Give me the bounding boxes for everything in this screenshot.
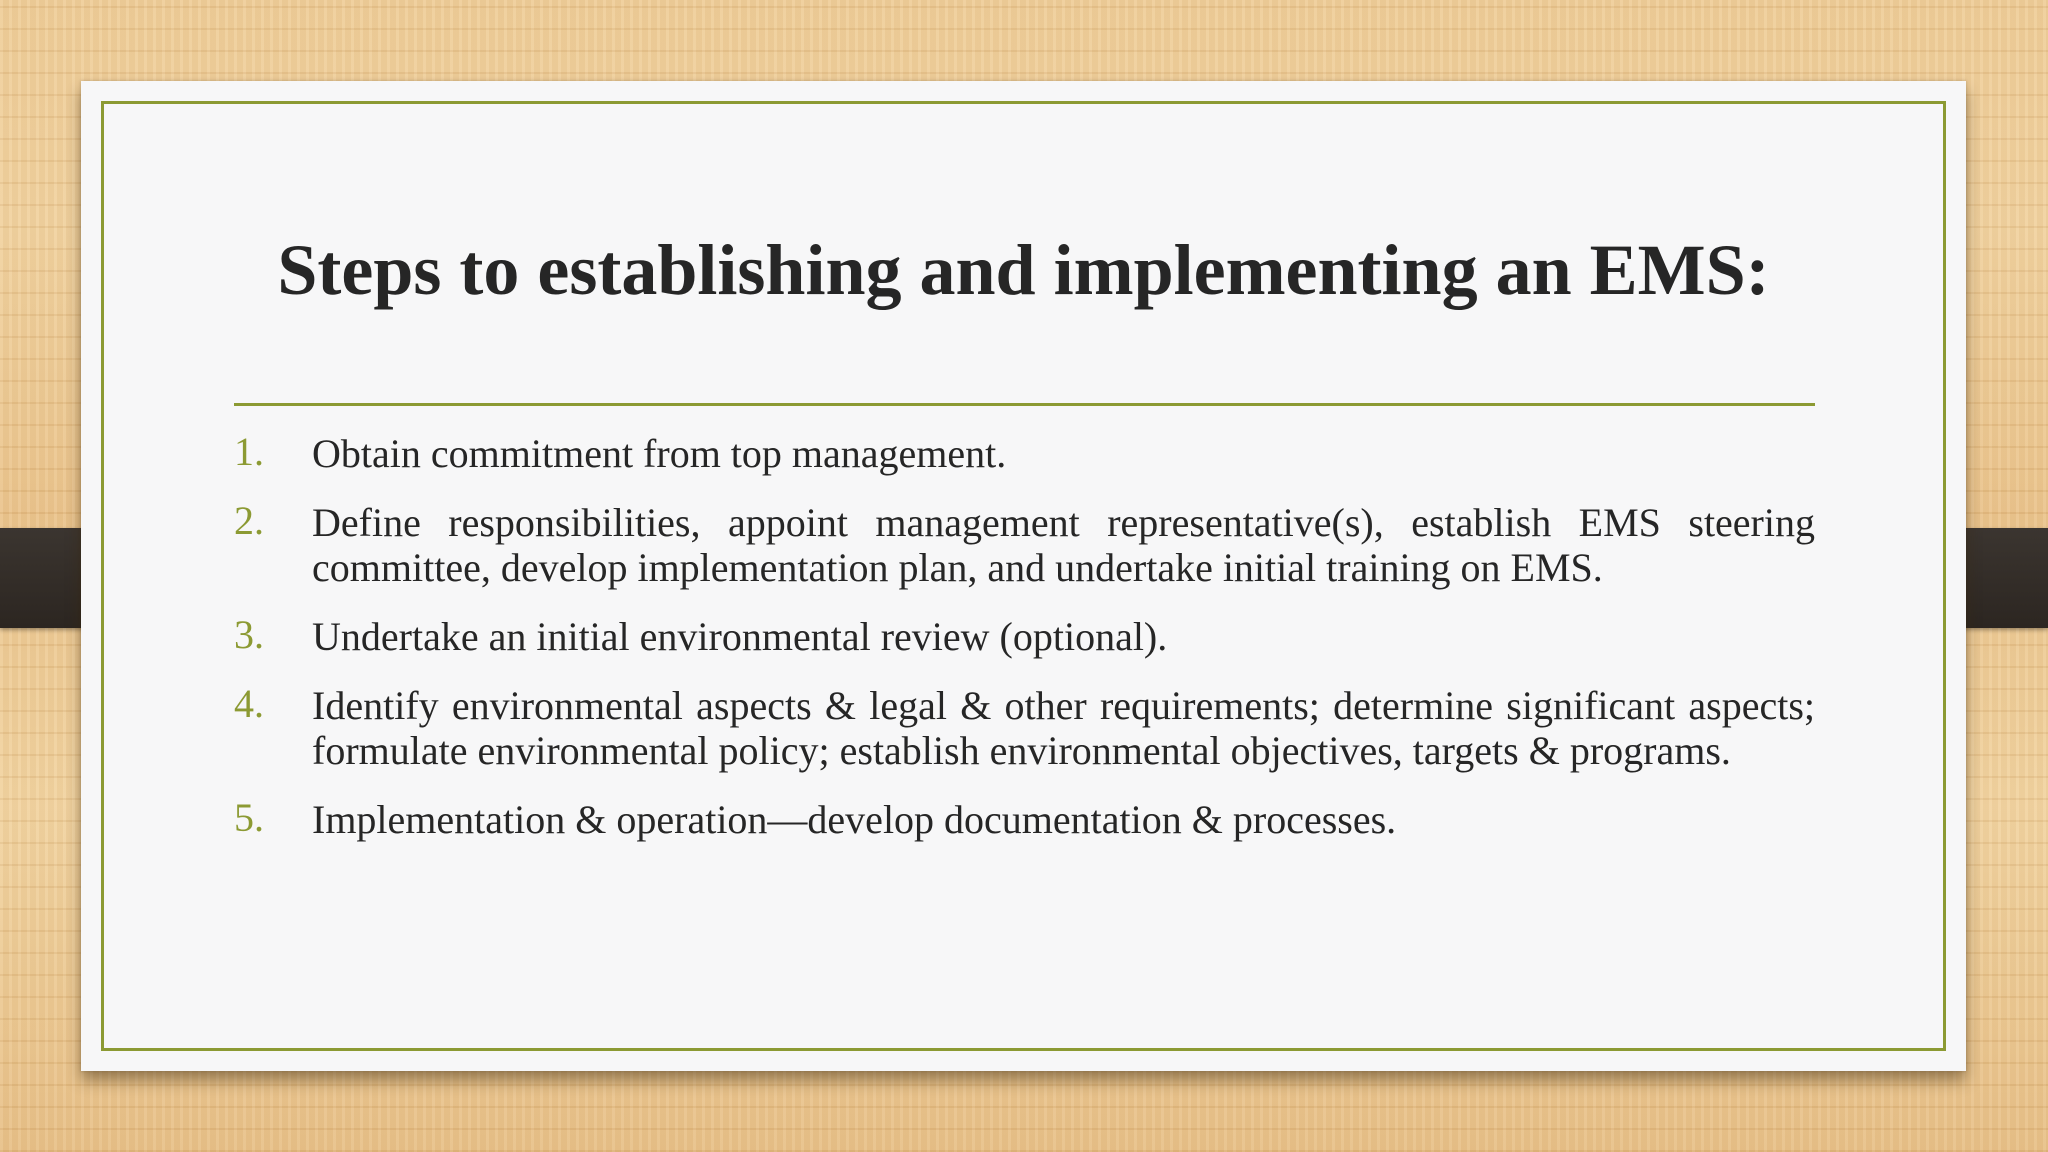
step-text: Undertake an initial environmental review (optional). [312,614,1168,659]
step-text: Obtain commitment from top management. [312,431,1007,476]
step-number: 4. [234,681,264,726]
steps-list [234,431,1815,866]
slide-card [81,81,1966,1071]
step-text: Define responsibilities, appoint management representative(s), establish EMS steering committee, develop implementation plan, and undertake initial training on EMS. [312,500,1815,590]
step-text: Implementation & operation—develop documentation & processes. [312,797,1397,842]
step-item [234,431,1815,476]
slide-title: Steps to establishing and implementing an EMS: [277,230,1770,310]
step-number: 2. [234,498,264,543]
step-item [234,614,1815,659]
step-number: 3. [234,612,264,657]
step-item [234,683,1815,773]
step-item [234,500,1815,590]
step-number: 5. [234,795,264,840]
step-number: 1. [234,429,264,474]
title-divider [234,403,1815,406]
step-text: Identify environmental aspects & legal & other requirements; determine significant aspects; formulate environmental policy; establish environmental objectives, targets & programs. [312,683,1815,773]
step-item [234,797,1815,842]
